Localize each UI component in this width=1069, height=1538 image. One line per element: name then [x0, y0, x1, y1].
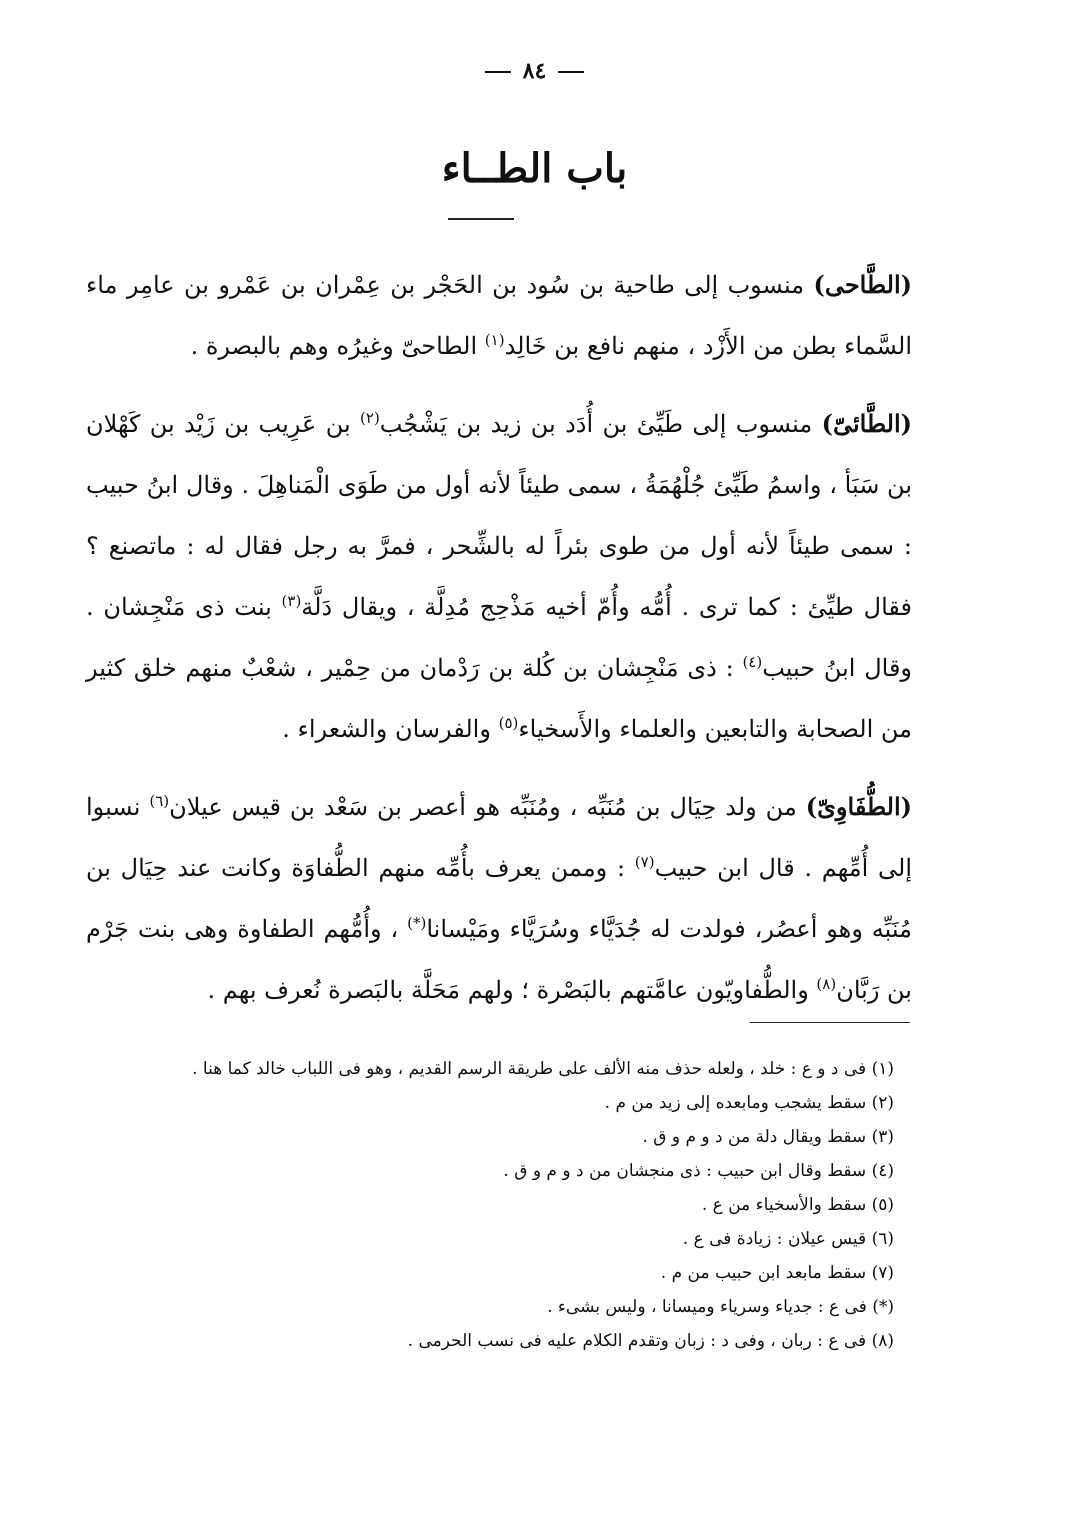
entry-text: والطُّفاويّون عامَّتهم بالبَصْرة ؛ ولهم مَحَلَّة بالبَصرة نُعرف بهم .: [207, 976, 809, 1004]
footnote-2: (٢) سقط يشجب ومابعده إلى زيد من م .: [604, 1093, 894, 1113]
entry-taai: [86, 393, 912, 760]
title-underline: [448, 218, 514, 220]
footnote-marker: (٣): [281, 592, 302, 610]
footnote-3: (٣) سقط ويقال دلة من د و م و ق .: [642, 1127, 894, 1147]
entry-text: بن عَرِيب بن زَيْد بن كَهْلان بن سَبَأ ، واسمُ طَيِّئ جُلْهُمَةُ ، سمى طيئاً لأنه أول من طَوَى الْمَناهِلَ . وقال ابنُ حبيب : سمى طيئاً لأنه أول من طوى بئراً له بالشِّحر ، فمرَّ به رجل فقال له : ماتصنع ؟ فقال طيِّئ : كما ترى . أُمُّه وأُمّ أخيه مَذْحِج مُدِلَّة ، ويقال دَلَّة: [86, 410, 912, 621]
footnote-marker: (٨): [816, 975, 837, 993]
entry-text: ، وأُمُّهم الطفاوة وهى بنت جَرْم بن رَبَّان: [86, 915, 912, 1004]
footnotes: [120, 1052, 894, 1358]
entry-text: منسوب إلى طَيِّئ بن أُدَد بن زيد بن يَشْجُب: [379, 410, 813, 438]
main-text: [86, 254, 912, 1021]
footnote-marker: (٤): [742, 653, 763, 671]
footnote-marker: (١): [484, 331, 505, 349]
header-dash-left: [485, 71, 511, 73]
footnote-7: (٧) سقط مابعد ابن حبيب من م .: [660, 1263, 894, 1283]
page-header: [0, 58, 1069, 84]
footnote-star: (*) فى ع : جدياء وسرياء وميسانا ، وليس بشىء .: [547, 1297, 894, 1317]
entry-text: والفرسان والشعراء .: [282, 715, 491, 743]
entry-tufaawi: [86, 776, 912, 1021]
footnote-4: (٤) سقط وقال ابن حبيب : ذى منجشان من د و م و ق .: [503, 1161, 894, 1181]
footnote-5: (٥) سقط والأسخياء من ع .: [701, 1195, 894, 1215]
entry-headword: (الطُّفَاوِىّ): [805, 792, 912, 821]
entry-headword: (الطَّاحى): [813, 270, 912, 299]
footnote-6: (٦) قيس عيلان : زيادة فى ع .: [682, 1229, 894, 1249]
entry-text: من ولد حِيَال بن مُنَبِّه ، ومُنَبِّه هو أعصر بن سَعْد بن قيس عيلان: [169, 793, 797, 821]
footnote-marker: (٧): [634, 853, 655, 871]
chapter-title: باب الطــاء: [441, 145, 628, 192]
footnote-marker: (٦): [149, 792, 170, 810]
entry-headword: (الطَّائىّ): [821, 409, 912, 438]
entry-text: بنت ذى مَنْجِشان . وقال ابنُ حبيب: [86, 593, 913, 682]
entry-taahi: [86, 254, 912, 377]
header-dash-right: [558, 71, 584, 73]
entry-text: نسبوا إلى أُمِّهم . قال ابن حبيب: [86, 793, 912, 882]
page-number: ٨٤: [522, 58, 547, 84]
entry-text: منسوب إلى طاحية بن سُود بن الحَجْر بن عِمْران بن عَمْرو بن عامِر ماء السَّماء بطن من الأَزْد ، منهم نافع بن خَالِد: [86, 271, 912, 360]
footnote-marker: (٥): [498, 714, 519, 732]
footnote-marker: (٢): [360, 409, 380, 427]
footnote-8: (٨) فى ع : ربان ، وفى د : زبان وتقدم الكلام عليه فى نسب الحرمى .: [407, 1331, 894, 1351]
footnote-marker: (*): [407, 914, 427, 932]
footnote-1: (١) فى د و ع : خلد ، ولعله حذف منه الألف على طريقة الرسم القديم ، وهو فى اللباب خالد كما هنا .: [192, 1059, 894, 1079]
entry-text: : ذى مَنْجِشان بن كُلة بن رَدْمان من حِمْير ، شعْبٌ منهم خلق كثير من الصحابة والتابعين والعلماء والأَسخياء: [86, 654, 912, 743]
entry-text: : وممن يعرف بأُمِّه منهم الطُّفاوَة وكانت عند حِيَال بن مُنَبِّه وهو أعصُر، فولدت له جُدَيَّاء وسُرَيَّاء ومَيْسانا: [86, 854, 912, 943]
entry-text: الطاحىّ وغيرُه وهم بالبصرة .: [190, 332, 478, 360]
footnote-separator: [750, 1022, 910, 1023]
